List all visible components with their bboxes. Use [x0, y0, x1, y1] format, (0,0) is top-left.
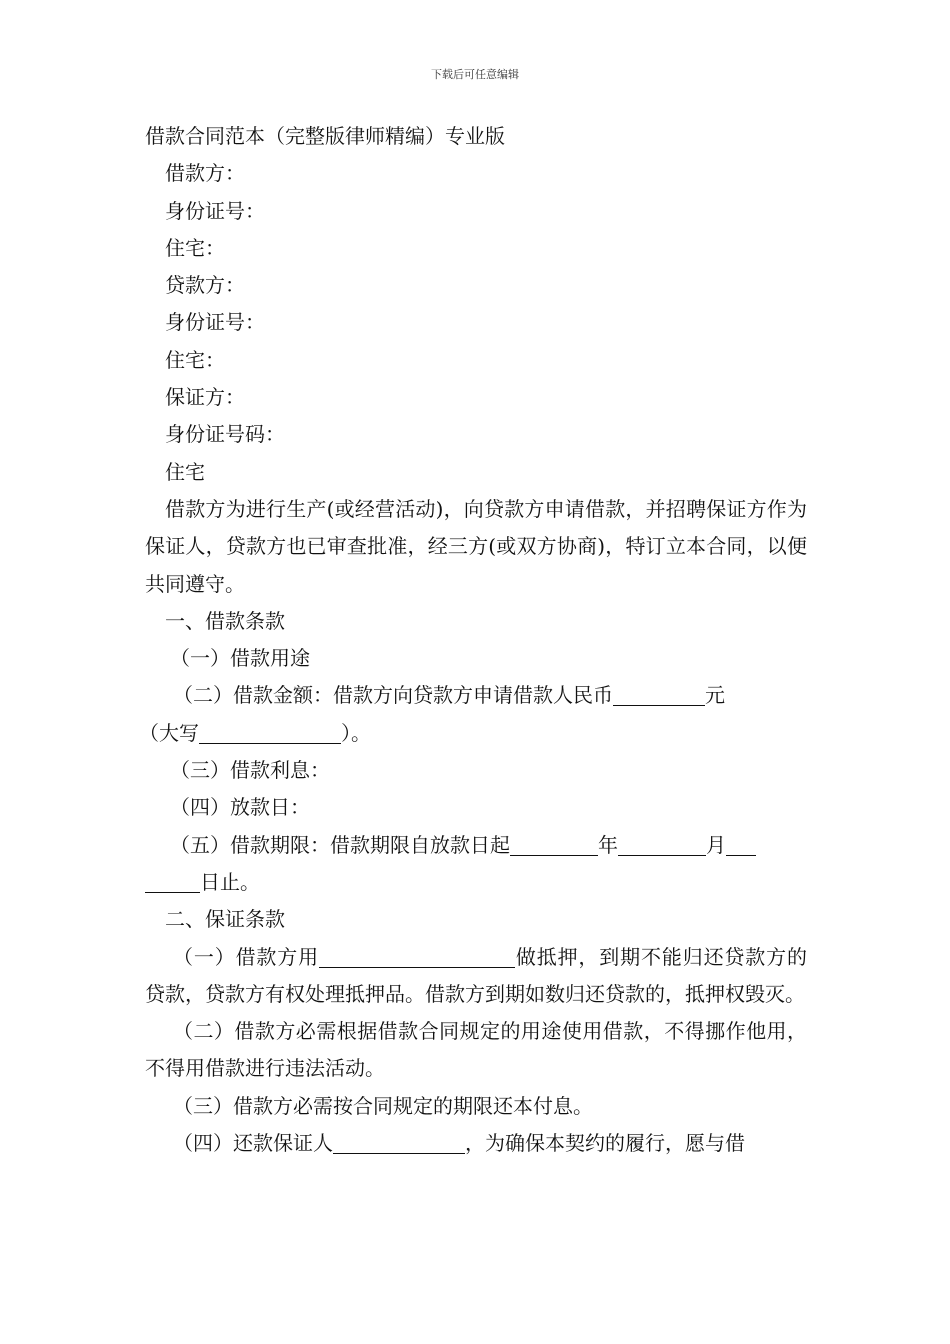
- section1-item5-month: 月: [706, 832, 726, 857]
- party-lender-address: 住宅：: [165, 347, 225, 372]
- section1-item2-capital: （大写: [139, 720, 199, 745]
- page-header: 下载后可任意编辑: [431, 68, 519, 81]
- day-blank-part1: [726, 833, 756, 856]
- day-blank-part2: [145, 870, 200, 893]
- section1-item5-year: 年: [598, 832, 618, 857]
- section1-item2: [145, 677, 807, 714]
- section1-item1: （一）借款用途: [170, 646, 310, 671]
- contract-document: [139, 118, 807, 1162]
- guarantor-blank: [333, 1131, 465, 1154]
- month-blank: [618, 833, 706, 856]
- section1-item5-cont: [145, 864, 807, 901]
- party-borrower: 借款方：: [165, 161, 245, 186]
- amount-capital-blank: [199, 721, 341, 744]
- party-borrower-address: 住宅：: [165, 235, 225, 260]
- section2-item4-text: （四）还款保证人: [173, 1131, 333, 1156]
- section2-item2: （二）借款方必需根据借款合同规定的用途使用借款，不得挪作他用，不得用借款进行违法活动。: [145, 1019, 807, 1081]
- party-lender: 贷款方：: [165, 273, 245, 298]
- section1-item5: [145, 827, 807, 864]
- section2-item1-rest: 做抵押，到期不能归还贷款方的贷款，贷款方有权处理抵押品。借款方到期如数归还贷款的，抵押权毁灭。: [145, 944, 807, 1006]
- party-lender-id: 身份证号：: [165, 310, 265, 335]
- party-guarantor-address: 住宅: [165, 459, 205, 484]
- party-guarantor: 保证方：: [165, 385, 245, 410]
- section1-item2-unit: 元: [705, 683, 725, 708]
- section2-item1-text: （一）借款方用: [173, 944, 319, 969]
- section1-item3: （三）借款利息：: [170, 758, 330, 783]
- section1-item5-text: （五）借款期限：借款期限自放款日起: [170, 832, 510, 857]
- section2-item1: [145, 939, 807, 1014]
- section2-item4-rest: ，为确保本契约的履行，愿与借: [465, 1131, 745, 1156]
- section2-heading: 二、保证条款: [165, 907, 285, 932]
- document-title: 借款合同范本（完整版律师精编）专业版: [145, 124, 505, 148]
- section1-heading: 一、借款条款: [165, 608, 285, 633]
- year-blank: [510, 833, 598, 856]
- party-guarantor-id: 身份证号码：: [165, 422, 285, 447]
- section1-item5-day: 日止。: [200, 869, 260, 894]
- collateral-blank: [319, 945, 515, 968]
- amount-blank: [613, 683, 705, 706]
- party-borrower-id: 身份证号：: [165, 198, 265, 223]
- section1-item2-end: ）。: [341, 720, 371, 745]
- section1-item2-text: （二）借款金额：借款方向贷款方申请借款人民币: [173, 683, 613, 708]
- section1-item4: （四）放款日：: [170, 795, 310, 820]
- section2-item4: [145, 1125, 807, 1162]
- intro-paragraph: 借款方为进行生产(或经营活动)，向贷款方申请借款，并招聘保证方作为保证人，贷款方也已审查批准，经三方(或双方协商)，特订立本合同，以便共同遵守。: [145, 496, 807, 596]
- section1-item2-cont: [139, 715, 807, 752]
- section2-item3: （三）借款方必需按合同规定的期限还本付息。: [173, 1093, 593, 1118]
